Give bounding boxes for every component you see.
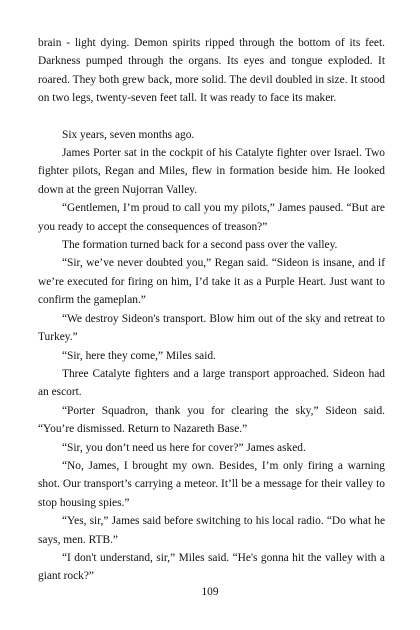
paragraph: “Yes, sir,” James said before switching to his local radio. “Do what he says, men. RTB.” <box>38 515 385 546</box>
paragraph: “Gentlemen, I’m proud to call you my pilots,” James paused. “But are you ready to accept the consequences of treason?” <box>38 202 385 233</box>
page-number: 109 <box>201 586 219 598</box>
paragraph: “Sir, here they come,” Miles said. <box>62 349 216 362</box>
paragraph: James Porter sat in the cockpit of his Catalyte fighter over Israel. Two fighter pilots, Regan and Miles, flew in formation beside him. He looked down at the green Nujorran Valley. <box>38 147 385 196</box>
paragraph: “Porter Squadron, thank you for clearing the sky,” Sideon said. “You’re dismissed. Return to Nazareth Base.” <box>38 404 385 436</box>
paragraph: Six years, seven months ago. <box>62 128 195 141</box>
paragraph: “No, James, I brought my own. Besides, I’m only firing a warning shot. Our transport’s carrying a meteor. It’ll be a message for their valley to stop housing spies.” <box>38 459 385 509</box>
paragraph: Three Catalyte fighters and a large transport approached. Sideon had an escort. <box>38 367 385 399</box>
body-text <box>38 34 385 586</box>
paragraph: “Sir, we’ve never doubted you,” Regan said. “Sideon is insane, and if we’re executed for firing on him, I’d take it as a Purple Heart. Just want to confirm the gameplan.” <box>38 257 385 307</box>
paragraph: “I don't understand, sir,” Miles said. “He's gonna hit the valley with a giant rock?” <box>38 551 385 583</box>
paragraph: “We destroy Sideon's transport. Blow him out of the sky and retreat to Turkey.” <box>38 312 385 344</box>
paragraph: “Sir, you don’t need us here for cover?” James asked. <box>62 441 306 454</box>
paragraph: The formation turned back for a second pass over the valley. <box>62 239 338 252</box>
section-break <box>38 108 385 126</box>
paragraph-continuation: brain - light dying. Demon spirits ripped through the bottom of its feet. Darkness pumped through the organs. Its eyes and tongue exploded. It roared. They both grew back, more solid. The devil doubled in size. It stood on two legs, twenty-seven feet tall. It was ready to face its maker. <box>38 37 385 105</box>
